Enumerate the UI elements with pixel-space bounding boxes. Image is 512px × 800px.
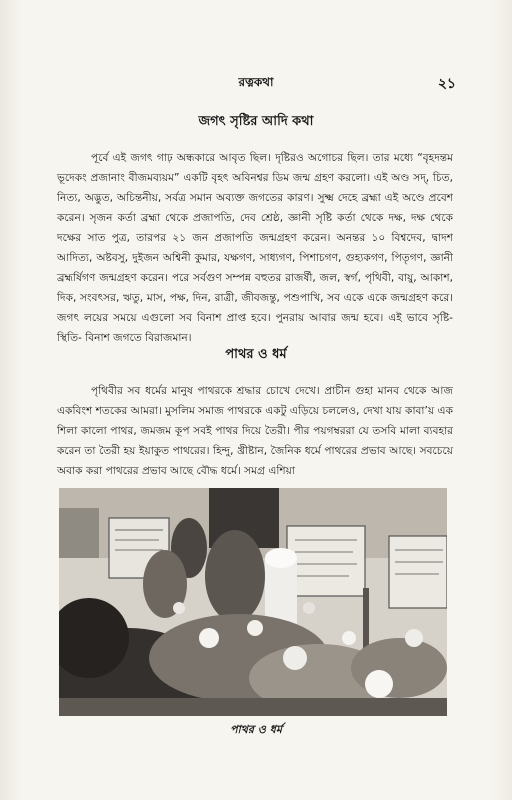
section-heading-creation: জগৎ সৃষ্টির আদি কথা [198,114,314,129]
shrine-photo [59,488,447,716]
photo-caption: পাথর ও ধর্ম [230,723,282,736]
page-number: ২১ [437,76,456,92]
running-head-title: রত্নকথা [238,75,274,89]
running-head [56,72,456,92]
paragraph-stone-religion: পৃথিবীর সব ধর্মের মানুষ পাথরকে শ্রদ্ধার চোখে দেখে। প্রাচীন গুহা মানব থেকে আজ একবিংশ শতকের আমরা। মুসলিম সমাজ পাথরকে একটু এড়িয়ে চললেও, দেখা যায় কাবা’য় এক শিলা কালো পাথর, জমজম কূপ সবই পাথর দিয়ে তৈরী। পীর পয়গম্বররা যে তসবি মালা ব্যবহার করেন তা তৈরী হয় ইয়াকুত পাথরের। হিন্দু, খ্রীষ্টান, জৈনিক ধর্মে পাথরের প্রভাব আছে। সবচেয়ে অবাক করা পাথরের প্রভাব আছে বৌদ্ধ ধর্মে। সমগ্র এশিয়া [57,385,453,477]
paragraph-creation: পূর্বে এই জগৎ গাঢ় অন্ধকারে আবৃত ছিল। দৃষ্টিরও অগোচর ছিল। তার মধ্যে “বৃহদন্তম ভূদেকং প্রজানাং বীজমব্যয়ম” একটি বৃহৎ অবিনশ্বর ডিম জন্ম গ্রহণ করলো। এই অণ্ড সদ্, চিত, নিত্য, অদ্ভুত, অচিন্তনীয়, সর্বত্র সমান অব্যক্ত জগতের কারণ। সুক্ষ্ম দেহে ব্রহ্মা এই অণ্ডে প্রবেশ করেন। সৃজন কর্তা ব্রহ্মা থেকে প্রজাপতি, দেব শ্রেষ্ঠ, জ্ঞানী সৃষ্টি কর্তা থেকে দক্ষ, দক্ষ থেকে দক্ষের সাত পুত্র, তারপর ২১ জন প্রজাপতি জন্মগ্রহণ করেন। অনন্তর ১০ বিশ্বদেব, দ্বাদশ আদিত্য, অষ্টবসু, দুইজন অশ্বিনী কুমার, যক্ষগণ, সাধ্যগণ, পিশাচগণ, গুহ্যকগণ, পিতৃগণ, জ্ঞানী ব্রহ্মর্ষিগণ জন্মগ্রহণ করেন। পরে সর্বগুণ সম্পন্ন বহুতর রাজর্ষী, জল, স্বর্গ, পৃথিবী, বায়ু, আকাশ, দিক, সংবৎসর, ঋতু, মাস, পক্ষ, দিন, রাত্রী, জীবজন্তু, পশুপাখি, সব একে একে জন্মগ্রহণ করে। জগৎ লয়ের সময়ে এগুলো সব বিনাশ প্রাপ্ত হবে। পুনরায় আবার জন্ম হবে। এই ভাবে সৃষ্টি- স্থিতি- বিনাশ জগতে বিরাজমান। [57,152,453,344]
shrine-photo-illustration [59,488,447,716]
section-heading-stone-religion: পাথর ও ধর্ম [225,347,287,362]
